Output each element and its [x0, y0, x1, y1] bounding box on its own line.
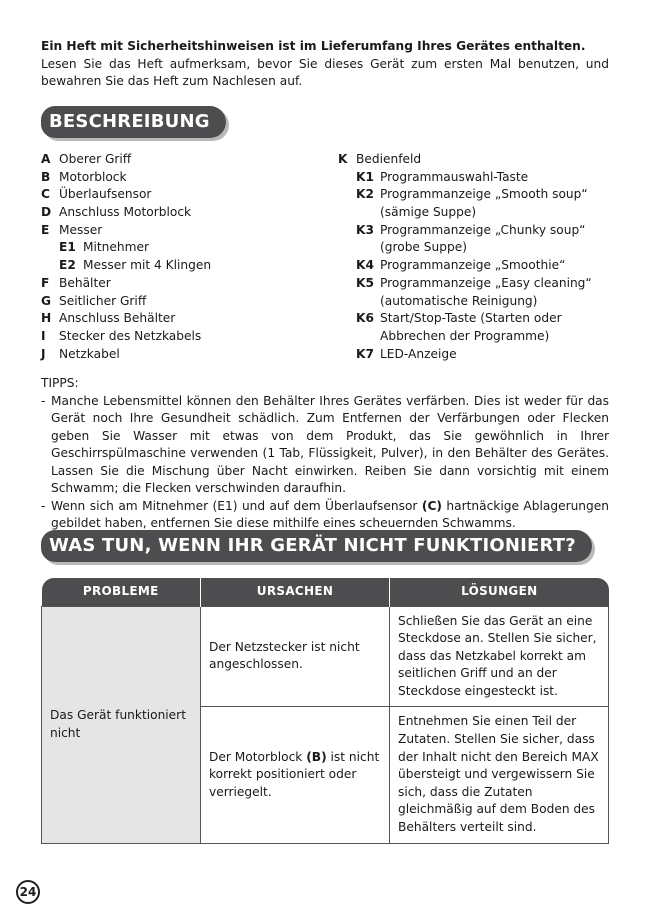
part-label: Seitlicher Griff — [59, 293, 147, 308]
part-item — [41, 186, 331, 204]
parts-list-left — [41, 151, 331, 363]
tip-dash: - — [41, 498, 46, 513]
tip-item — [41, 498, 609, 533]
table-row — [42, 606, 609, 707]
part-label: Bedienfeld — [356, 152, 422, 166]
part-key: K3 — [356, 222, 374, 237]
part-subitem — [338, 169, 618, 187]
tip-item — [41, 393, 609, 498]
cause-text-part: Der Motorblock — [209, 749, 303, 764]
part-item — [41, 151, 331, 169]
part-subitem — [338, 275, 618, 293]
part-item — [41, 328, 331, 346]
part-key: K7 — [356, 346, 374, 361]
solution-cell: Entnehmen Sie einen Teil der Zutaten. Stellen Sie sicher, dass der Inhalt nicht den Bereich MAX übersteigt und vergewissern Sie sich, dass die Zutaten gleichmäßig auf dem Boden des Behälters verteilt sind. — [390, 707, 609, 843]
part-item — [41, 169, 331, 187]
page-number: 24 — [16, 880, 40, 904]
tip-dash: - — [41, 393, 46, 408]
part-label: Messer — [59, 222, 103, 237]
part-label: Stecker des Netzkabels — [59, 328, 202, 343]
part-label: Überlaufsensor — [59, 187, 152, 202]
part-label-continuation: (automatische Reinigung) — [380, 293, 538, 308]
part-label: Motorblock — [59, 169, 127, 184]
part-item — [338, 151, 618, 169]
part-label: Oberer Griff — [59, 152, 132, 166]
part-key: K6 — [356, 311, 374, 326]
intro-safety-note: Ein Heft mit Sicherheitshinweisen ist im Lieferumfang Ihres Gerätes enthalten. — [41, 39, 586, 53]
part-key: K — [338, 152, 348, 166]
part-label: Programmanzeige „Chunky soup“ — [380, 222, 586, 237]
part-item — [41, 275, 331, 293]
tip-text-ref: (C) — [421, 498, 442, 513]
cause-text-part: ist nicht korrekt positioniert oder verriegelt. — [209, 749, 380, 799]
header-solutions: LÖSUNGEN — [390, 578, 609, 606]
tips-title: TIPPS: — [41, 376, 79, 390]
header-problems: PROBLEME — [42, 578, 201, 606]
solution-cell: Schließen Sie das Gerät an eine Steckdose an. Stellen Sie sicher, dass das Netzkabel korrekt am seitlichen Griff und an der Steckdose eingesteckt ist. — [390, 606, 609, 707]
part-key: B — [41, 169, 51, 184]
part-item — [41, 310, 331, 328]
part-label-continuation: Abbrechen der Programme) — [380, 328, 550, 343]
part-label: LED-Anzeige — [380, 346, 457, 361]
part-key: A — [41, 152, 51, 166]
part-key: E2 — [59, 258, 76, 273]
intro-text: Lesen Sie das Heft aufmerksam, bevor Sie dieses Gerät zum ersten Mal benutzen, und bewahren Sie das Heft zum Nachlesen auf. — [41, 56, 609, 88]
part-label: Anschluss Motorblock — [59, 205, 192, 220]
part-label: Messer mit 4 Klingen — [83, 258, 212, 273]
part-label: Behälter — [59, 275, 111, 290]
intro — [41, 38, 609, 91]
table-header-row — [42, 578, 609, 606]
part-key: K2 — [356, 187, 374, 202]
part-item — [41, 204, 331, 222]
troubleshooting-table — [41, 578, 609, 844]
part-key: E — [41, 222, 50, 237]
part-label: Netzkabel — [59, 346, 120, 361]
part-item — [41, 346, 331, 364]
part-key: K1 — [356, 169, 374, 184]
tip-text-part: hartnäckige Ablagerungen gebildet haben, entfernen Sie diese mithilfe eines scheuernden Schwamms. — [51, 498, 609, 530]
part-subitem — [338, 257, 618, 275]
description-heading: BESCHREIBUNG — [41, 106, 226, 138]
part-label: Start/Stop-Taste (Starten oder — [380, 311, 562, 326]
part-key: H — [41, 311, 52, 326]
parts-list-right — [338, 151, 618, 363]
part-key: G — [41, 293, 52, 308]
header-causes: URSACHEN — [201, 578, 390, 606]
part-subitem — [338, 222, 618, 240]
part-key: C — [41, 187, 50, 202]
part-label-continuation: (sämige Suppe) — [380, 205, 477, 220]
part-label: Programmanzeige „Smooth soup“ — [380, 187, 588, 202]
part-item — [41, 222, 331, 240]
cause-cell — [201, 707, 390, 843]
part-label: Mitnehmer — [83, 240, 150, 255]
part-label-continuation: (grobe Suppe) — [380, 240, 467, 255]
part-label: Anschluss Behälter — [59, 311, 176, 326]
part-label: Programmauswahl-Taste — [380, 169, 529, 184]
cause-cell: Der Netzstecker ist nicht angeschlossen. — [201, 606, 390, 707]
part-key: J — [41, 346, 46, 361]
tips-section — [41, 375, 609, 533]
tip-text-part: Wenn sich am Mitnehmer (E1) und auf dem Überlaufsensor — [51, 498, 418, 513]
tip-text — [51, 498, 609, 533]
part-key: D — [41, 205, 52, 220]
part-subitem — [41, 257, 331, 275]
part-label: Programmanzeige „Smoothie“ — [380, 258, 566, 273]
troubleshooting-heading: WAS TUN, WENN IHR GERÄT NICHT FUNKTIONIERT? — [41, 530, 592, 562]
part-key: K4 — [356, 258, 374, 273]
part-subitem — [41, 239, 331, 257]
part-item — [41, 293, 331, 311]
part-key: E1 — [59, 240, 76, 255]
part-key: I — [41, 328, 46, 343]
part-label: Programmanzeige „Easy cleaning“ — [380, 275, 592, 290]
cause-text-ref: (B) — [306, 749, 327, 764]
part-subitem — [338, 310, 618, 328]
part-key: K5 — [356, 275, 374, 290]
tip-text: Manche Lebensmittel können den Behälter Ihres Gerätes verfärben. Dies ist weder für das Gerät noch Ihre Gesundheit schädlich. Zum Entfernen der Verfärbungen oder Flecken geben Sie Wasser mit etwas von dem Produkt, das Sie gewöhnlich in Ihrer Geschirrspülmaschine verwenden (1 Tab, Flüssigkeit, Pulver), in den Behälter des Gerätes. Lassen Sie die Mischung über Nacht einwirken. Reiben Sie dann vorsichtig mit einem Schwamm; die Flecken verschwinden daraufhin. — [51, 393, 609, 495]
part-subitem — [338, 186, 618, 204]
part-key: F — [41, 275, 50, 290]
part-subitem — [338, 346, 618, 364]
problem-cell: Das Gerät funktioniert nicht — [42, 606, 201, 843]
